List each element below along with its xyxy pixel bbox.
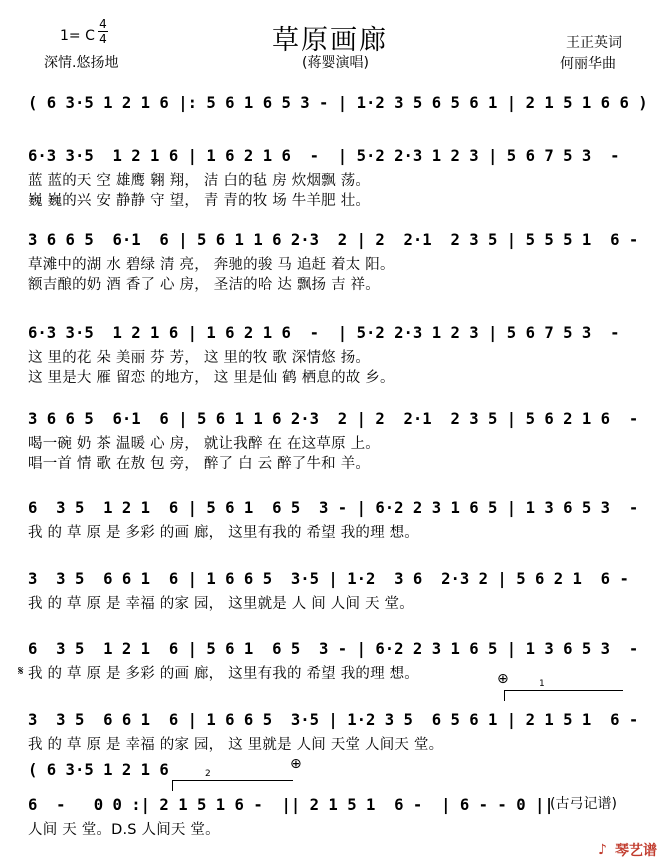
lyrics-line-1: 草滩中的湖 水 碧绿 清 亮， 奔驰的骏 马 追赶 着太 阳。 [28,257,395,273]
lyrics-line-1: 这 里的花 朵 美丽 芬 芳， 这 里的牧 歌 深情悠 扬。 [28,350,371,366]
coda-icon: ⊕ [497,671,509,687]
lyrics-line-1: 我 的 草 原 是 幸福 的家 园， 这里就是 人 间 人间 天 堂。 [28,596,414,612]
lyrics-line-1: 蓝 蓝的天 空 雄鹰 翱 翔， 洁 白的毡 房 炊烟飘 荡。 [28,173,371,189]
watermark-text: 琴艺谱 [615,843,657,859]
second-ending-number: 2 [205,769,211,779]
notation-line [28,755,650,785]
time-signature-top: 4 [99,17,107,31]
transcriber-credit: (古弓记谱) [550,796,617,812]
notation-line [28,318,650,348]
notation-line [28,634,650,664]
key-signature: 1= C [60,28,95,44]
first-ending-number: 1 [539,679,545,689]
lyrics-line-2: 唱一首 情 歌 在敖 包 旁， 醉了 白 云 醉了牛和 羊。 [28,456,371,472]
second-ending-bracket [172,769,293,791]
notation-text: ( 6 3·5 1 2 1 6 [28,761,169,779]
notation-text: 3 6 6 5 6·1 6 | 5 6 1 1 6 2·3 2 | 2 2·1 2 3 5 | 5 5 5 1 6 - [28,231,639,249]
notation-text: 6 - 0 0 :| 2 1 5 1 6 - || 2 1 5 1 6 - | 6 - - 0 || [28,796,554,814]
watermark-logo-icon: ♪ [598,842,607,858]
lyrics-line-2: 这 里是大 雁 留恋 的地方， 这 里是仙 鹤 栖息的故 乡。 [28,370,395,386]
notation-line [28,564,650,594]
lyrics-line-1: 人间 天 堂。D.S 人间天 堂。 [28,822,220,838]
notation-text: 6·3 3·5 1 2 1 6 | 1 6 2 1 6 - | 5·2 2·3 1 2 3 | 5 6 7 5 3 - [28,324,620,342]
notation-line [28,141,650,171]
lyricist-credit: 王正英词 [566,35,622,51]
notation-text: 6·3 3·5 1 2 1 6 | 1 6 2 1 6 - | 5·2 2·3 1 2 3 | 5 6 7 5 3 - [28,147,620,165]
notation-line [28,88,650,118]
notation-line [28,705,650,735]
notation-line [28,493,650,523]
lyrics-line-1: 喝一碗 奶 茶 温暖 心 房， 就让我醉 在 在这草原 上。 [28,436,380,452]
notation-text: 6 3 5 1 2 1 6 | 5 6 1 6 5 3 - | 6·2 2 3 1 6 5 | 1 3 6 5 3 - [28,499,639,517]
lyrics-line-1: 我 的 草 原 是 多彩 的画 廊， 这里有我的 希望 我的理 想。 [28,525,419,541]
notation-text: 3 6 6 5 6·1 6 | 5 6 1 1 6 2·3 2 | 2 2·1 2 3 5 | 5 6 2 1 6 - [28,410,639,428]
notation-text: 3 3 5 6 6 1 6 | 1 6 6 5 3·5 | 1·2 3 6 2·3 2 | 5 6 2 1 6 - [28,570,629,588]
first-ending-bracket [504,679,623,701]
lyrics-line-2: 额吉酿的奶 酒 香了 心 房， 圣洁的哈 达 飘扬 吉 祥。 [28,277,380,293]
lyrics-line-1: 我 的 草 原 是 幸福 的家 园， 这 里就是 人间 天堂 人间天 堂。 [28,737,444,753]
tempo-marking: 深情.悠扬地 [44,55,119,71]
lyrics-line-1: 我 的 草 原 是 多彩 的画 廊， 这里有我的 希望 我的理 想。 [28,666,419,682]
notation-text: 6 3 5 1 2 1 6 | 5 6 1 6 5 3 - | 6·2 2 3 1 6 5 | 1 3 6 5 3 - [28,640,639,658]
time-signature [98,18,108,45]
watermark [598,840,657,860]
notation-text: 3 3 5 6 6 1 6 | 1 6 6 5 3·5 | 1·2 3 5 6 5 6 1 | 2 1 5 1 6 - [28,711,639,729]
lyrics-line-2: 巍 巍的兴 安 静静 守 望， 青 青的牧 场 牛羊肥 壮。 [28,193,371,209]
composer-credit: 何丽华曲 [560,56,616,72]
song-title: 草原画廊 [272,25,388,56]
time-signature-bottom: 4 [99,32,107,46]
singer-credit: (蒋婴演唱) [302,55,369,71]
notation-line [28,225,650,255]
segno-icon: 𝄋 [18,664,24,679]
notation-text: ( 6 3·5 1 2 1 6 |: 5 6 1 6 5 3 - | 1·2 3 5 6 5 6 1 | 2 1 5 1 6 6 ) [28,94,648,112]
notation-line [28,404,650,434]
coda-icon: ⊕ [290,756,302,772]
